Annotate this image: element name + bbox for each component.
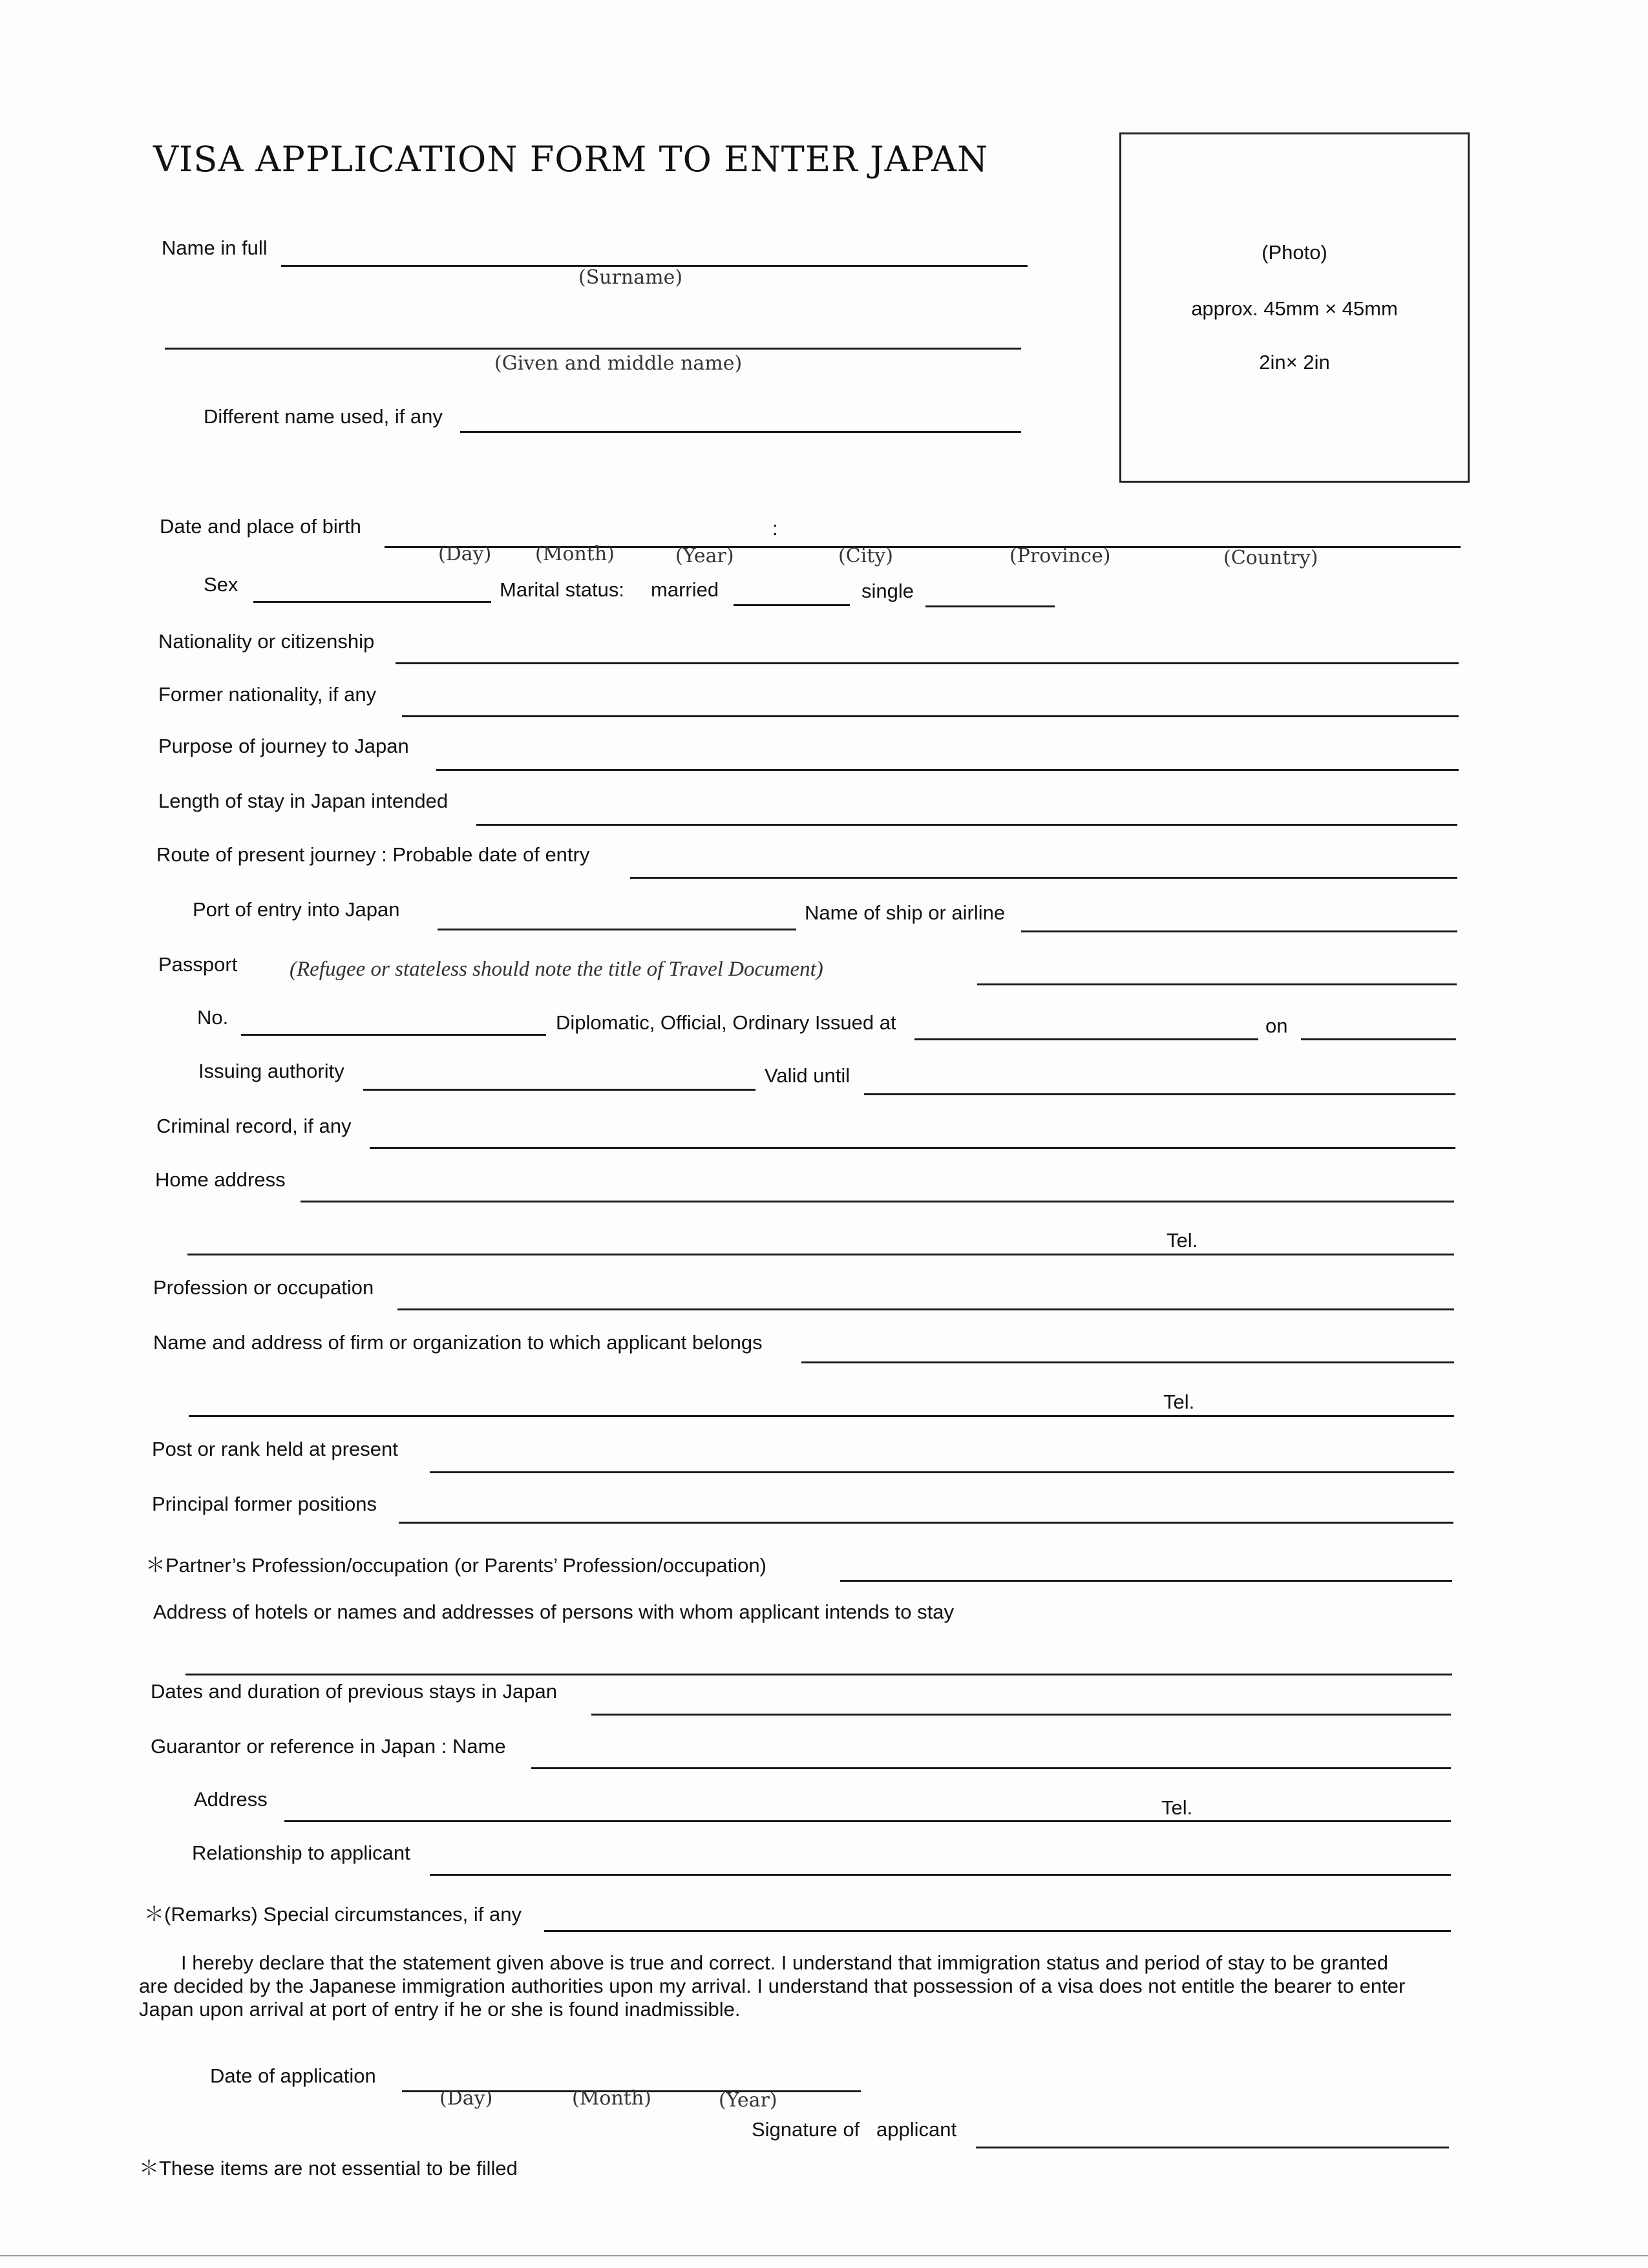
given-name-hint: (Given and middle name) <box>494 352 743 375</box>
firm-field-1[interactable] <box>801 1361 1454 1363</box>
birth-month-hint: (Month) <box>535 543 615 565</box>
purpose-field[interactable] <box>436 769 1459 771</box>
photo-box[interactable] <box>1119 132 1470 483</box>
issuing-authority-label: Issuing authority <box>198 1060 344 1082</box>
home-address-field-2[interactable] <box>187 1254 1454 1255</box>
birth-province-hint: (Province) <box>1009 545 1111 567</box>
guarantor-address-field[interactable] <box>284 1820 1451 1822</box>
guarantor-name-field[interactable] <box>531 1767 1451 1769</box>
declaration-line-2: are decided by the Japanese immigration authorities upon my arrival. I understand that possession of a visa does not entitle the bearer to enter <box>139 1975 1406 1997</box>
birth-label: Date and place of birth <box>160 515 361 538</box>
hotels-field[interactable] <box>185 1674 1452 1675</box>
entry-date-field[interactable] <box>630 877 1457 879</box>
former-positions-label: Principal former positions <box>152 1493 377 1515</box>
photo-size-mm: approx. 45mm × 45mm <box>1191 297 1398 320</box>
guarantor-name-label: Guarantor or reference in Japan : Name <box>151 1735 506 1758</box>
different-name-label: Different name used, if any <box>204 405 443 428</box>
photo-label: (Photo) <box>1262 241 1327 264</box>
passport-on-label: on <box>1265 1014 1288 1037</box>
issuing-authority-field[interactable] <box>363 1089 755 1091</box>
post-rank-label: Post or rank held at present <box>152 1438 398 1460</box>
previous-stays-field[interactable] <box>591 1714 1451 1716</box>
declaration <box>139 1951 1448 2021</box>
remarks-field[interactable] <box>544 1930 1451 1932</box>
application-year-hint: (Year) <box>719 2089 777 2112</box>
declaration-line-1: I hereby declare that the statement given above is true and correct. I understand that immigration status and period of stay to be granted <box>181 1951 1388 1974</box>
issued-at-field[interactable] <box>914 1038 1258 1040</box>
passport-type-label: Diplomatic, Official, Ordinary Issued at <box>556 1011 896 1034</box>
home-address-label: Home address <box>155 1168 286 1191</box>
port-of-entry-label: Port of entry into Japan <box>193 898 400 921</box>
former-nationality-label: Former nationality, if any <box>158 683 377 706</box>
post-rank-field[interactable] <box>430 1471 1454 1473</box>
former-positions-field[interactable] <box>399 1522 1453 1524</box>
photo-size-in: 2in× 2in <box>1259 351 1330 373</box>
footnote: ＊These items are not essential to be filled <box>139 2157 518 2179</box>
home-tel-label: Tel. <box>1167 1229 1198 1252</box>
profession-label: Profession or occupation <box>153 1276 374 1299</box>
passport-label: Passport <box>158 953 238 976</box>
former-nationality-field[interactable] <box>402 715 1459 717</box>
ship-airline-field[interactable] <box>1021 930 1457 932</box>
criminal-record-label: Criminal record, if any <box>156 1115 352 1137</box>
profession-field[interactable] <box>397 1308 1454 1310</box>
sex-label: Sex <box>204 573 238 596</box>
guarantor-address-label: Address <box>194 1788 268 1811</box>
signature-label: Signature of applicant <box>752 2118 957 2141</box>
birth-colon: : <box>772 517 778 540</box>
single-label: single <box>861 580 914 602</box>
passport-no-label: No. <box>197 1006 229 1029</box>
guarantor-tel-label: Tel. <box>1161 1796 1193 1819</box>
nationality-field[interactable] <box>396 662 1459 664</box>
passport-title-field[interactable] <box>977 983 1457 985</box>
relationship-field[interactable] <box>430 1874 1451 1876</box>
valid-until-field[interactable] <box>864 1093 1455 1095</box>
given-name-field[interactable] <box>165 348 1021 350</box>
route-label: Route of present journey : Probable date of entry <box>156 843 590 866</box>
marital-label: Marital status: <box>500 578 624 601</box>
surname-hint: (Surname) <box>578 266 683 289</box>
birth-year-hint: (Year) <box>675 545 734 567</box>
passport-note: (Refugee or stateless should note the title of Travel Document) <box>290 958 823 981</box>
length-of-stay-label: Length of stay in Japan intended <box>158 790 449 812</box>
signature-field[interactable] <box>976 2147 1449 2148</box>
birth-city-hint: (City) <box>838 545 893 567</box>
date-of-application-label: Date of application <box>210 2064 376 2087</box>
partner-field[interactable] <box>840 1580 1452 1582</box>
scan-edge <box>0 2255 1648 2256</box>
different-name-field[interactable] <box>460 431 1021 433</box>
partner-label: ＊Partner’s Profession/occupation (or Parents’ Profession/occupation) <box>145 1554 766 1577</box>
declaration-line-3: Japan upon arrival at port of entry if he or she is found inadmissible. <box>139 1998 741 2021</box>
home-address-field-1[interactable] <box>301 1201 1454 1202</box>
nationality-label: Nationality or citizenship <box>158 630 375 653</box>
application-day-hint: (Day) <box>439 2087 493 2110</box>
passport-no-field[interactable] <box>241 1034 546 1036</box>
firm-label: Name and address of firm or organization to which applicant belongs <box>153 1331 763 1354</box>
married-label: married <box>651 578 719 601</box>
length-of-stay-field[interactable] <box>476 824 1457 826</box>
hotels-label: Address of hotels or names and addresses of persons with whom applicant intends to stay <box>153 1601 954 1623</box>
birth-day-hint: (Day) <box>438 543 492 565</box>
married-field[interactable] <box>734 604 850 606</box>
sex-field[interactable] <box>253 601 491 603</box>
previous-stays-label: Dates and duration of previous stays in Japan <box>151 1680 557 1703</box>
remarks-label: ＊(Remarks) Special circumstances, if any <box>144 1903 522 1926</box>
name-label: Name in full <box>162 236 268 259</box>
valid-until-label: Valid until <box>765 1064 850 1087</box>
firm-field-2[interactable] <box>189 1415 1454 1417</box>
birth-country-hint: (Country) <box>1223 547 1318 569</box>
purpose-label: Purpose of journey to Japan <box>158 735 409 757</box>
port-of-entry-field[interactable] <box>438 929 796 930</box>
issued-on-field[interactable] <box>1301 1038 1456 1040</box>
application-month-hint: (Month) <box>572 2087 651 2110</box>
single-field[interactable] <box>925 605 1055 607</box>
relationship-label: Relationship to applicant <box>192 1842 410 1864</box>
firm-tel-label: Tel. <box>1163 1391 1195 1413</box>
ship-airline-label: Name of ship or airline <box>805 901 1006 924</box>
page-title: VISA APPLICATION FORM TO ENTER JAPAN <box>153 139 989 180</box>
criminal-record-field[interactable] <box>370 1147 1455 1149</box>
